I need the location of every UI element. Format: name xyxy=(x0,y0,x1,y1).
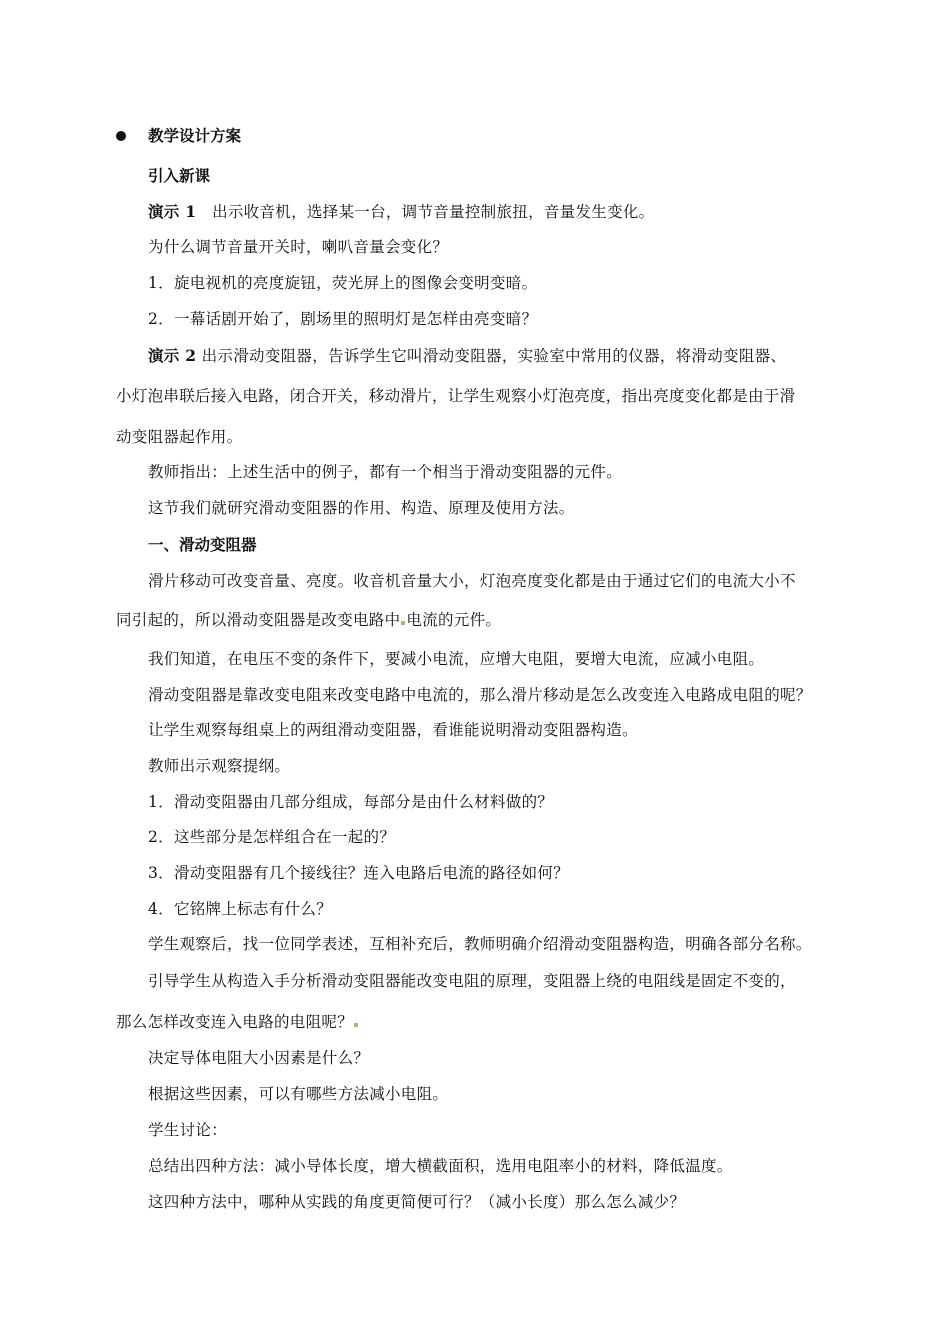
methods-question: 根据这些因素，可以有哪些方法减小电阻。 xyxy=(148,1085,449,1103)
discussion: 学生讨论： xyxy=(148,1121,228,1139)
para1-line-2 xyxy=(116,610,501,630)
factors-question: 决定导体电阻大小因素是什么？ xyxy=(148,1049,370,1067)
demo2-label: 演示 2 xyxy=(148,346,197,365)
outline-item: 1．滑动变阻器由几部分组成，每部分是由什么材料做的？ xyxy=(148,793,554,811)
para1-text-b: 电流的元件。 xyxy=(406,611,502,629)
demo2-line-1 xyxy=(148,346,786,366)
section1-title: 一、滑动变阻器 xyxy=(148,535,257,554)
demo2-line-3: 动变阻器起作用。 xyxy=(116,428,243,446)
outline-title: 教师出示观察提纲。 xyxy=(148,757,291,775)
we-know: 我们知道，在电压不变的条件下，要减小电流，应增大电阻，要增大电流，应减小电阻。 xyxy=(148,650,765,668)
observe-instruction: 让学生观察每组桌上的两组滑动变阻器，看谁能说明滑动变阻器构造。 xyxy=(148,721,638,739)
edit-mark xyxy=(354,1023,358,1027)
demo1-label: 演示 1 xyxy=(148,202,197,221)
intro-title: 引入新课 xyxy=(148,166,211,185)
demo2-line-2: 小灯泡串联后接入电路，闭合开关，移动滑片，让学生观察小灯泡亮度，指出亮度变化都是由于滑 xyxy=(116,387,796,405)
bullet-icon xyxy=(116,131,126,141)
question-slide: 滑动变阻器是靠改变电阻来改变电路中电流的，那么滑片移动是怎么改变连入电路成电阻的呢？ xyxy=(148,686,812,704)
demo1-paragraph xyxy=(148,202,654,222)
section-intro: 这节我们就研究滑动变阻器的作用、构造、原理及使用方法。 xyxy=(148,499,575,517)
para1-line-1: 滑片移动可改变音量、亮度。收音机音量大小，灯泡亮度变化都是由于通过它们的电流大小不 xyxy=(148,572,796,590)
outline-item: 2．这些部分是怎样组合在一起的？ xyxy=(148,828,396,846)
example-1: 1．旋电视机的亮度旋钮，荧光屏上的图像会变明变暗。 xyxy=(148,274,538,292)
guide-text: 那么怎样改变连入电路的电阻呢？ xyxy=(116,1013,354,1031)
question-speaker: 为什么调节音量开关时，喇叭音量会变化？ xyxy=(148,238,449,256)
example-2: 2．一幕话剧开始了，剧场里的照明灯是怎样由亮变暗？ xyxy=(148,310,538,328)
para1-text-a: 同引起的，所以滑动变阻器是改变电路中 xyxy=(116,611,401,629)
after-observe: 学生观察后，找一位同学表述，互相补充后，教师明确介绍滑动变阻器构造，明确各部分名称。 xyxy=(148,935,812,953)
demo2-text-1: 出示滑动变阻器，告诉学生它叫滑动变阻器，实验室中常用的仪器，将滑动变阻器、 xyxy=(201,347,787,365)
practical-question: 这四种方法中，哪种从实践的角度更简便可行？（减小长度）那么怎么减少？ xyxy=(148,1193,686,1211)
guide-line-2 xyxy=(116,1012,359,1032)
section-heading: 教学设计方案 xyxy=(148,126,242,145)
outline-item: 3．滑动变阻器有几个接线往？连入电路后电流的路径如何？ xyxy=(148,864,569,882)
guide-line-1: 引导学生从构造入手分析滑动变阻器能改变电阻的原理，变阻器上绕的电阻线是固定不变的， xyxy=(148,972,796,990)
edit-mark xyxy=(401,621,405,625)
summary: 总结出四种方法：减小导体长度，增大横截面积，选用电阻率小的材料，降低温度。 xyxy=(148,1157,733,1175)
demo1-text: 出示收音机，选择某一台，调节音量控制旅扭，音量发生变化。 xyxy=(212,203,655,221)
teacher-point: 教师指出：上述生活中的例子，都有一个相当于滑动变阻器的元件。 xyxy=(148,463,623,481)
outline-item: 4．它铭牌上标志有什么？ xyxy=(148,900,332,918)
